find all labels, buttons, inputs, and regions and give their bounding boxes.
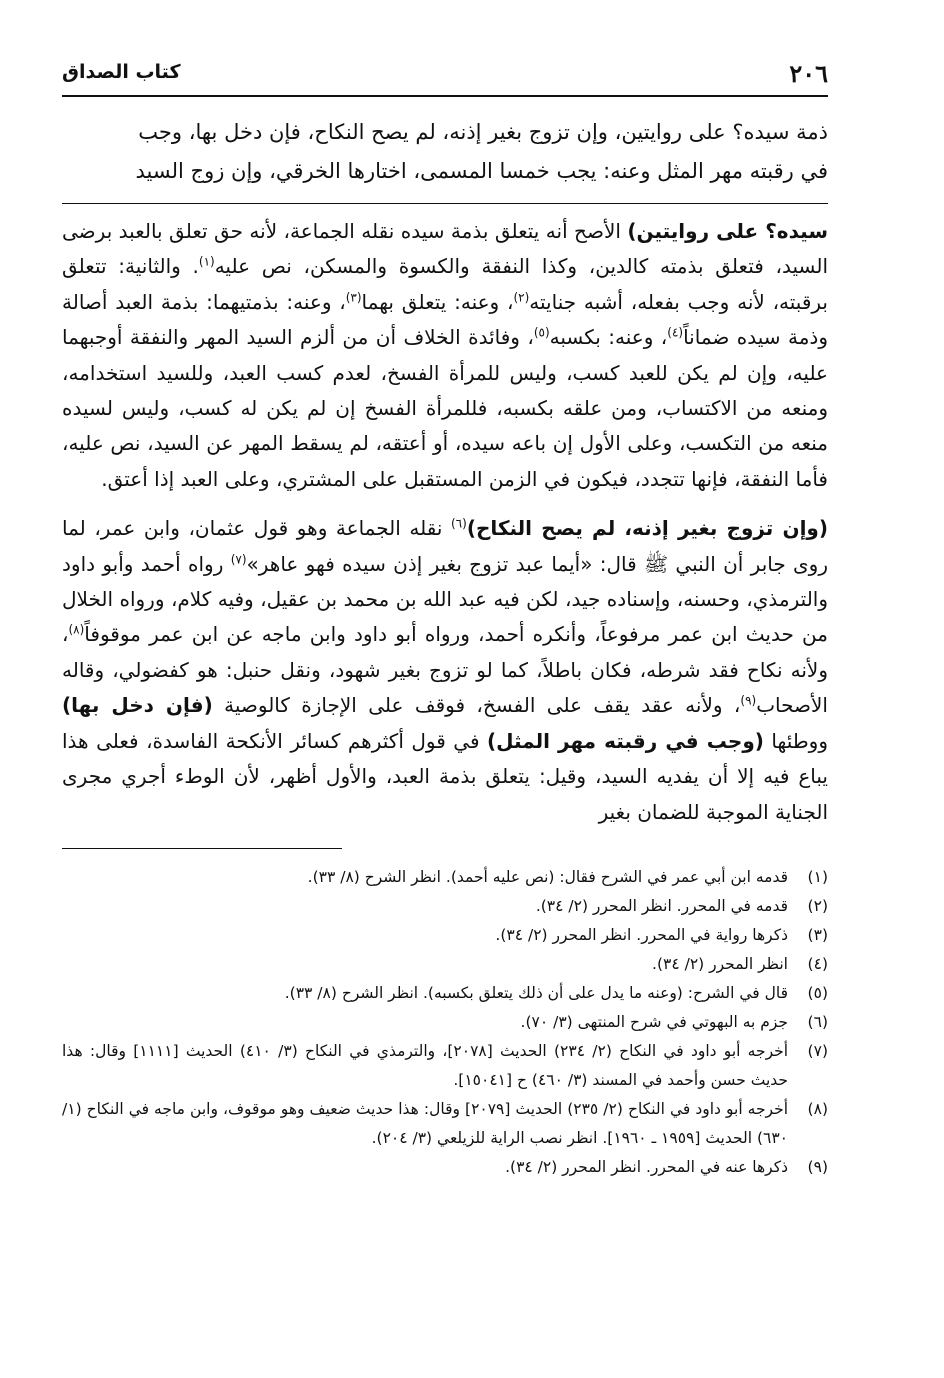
commentary-text: ، وعنه: بكسبه <box>549 325 668 350</box>
footnote-text: قدمه ابن أبي عمر في الشرح فقال: (نص عليه أحمد). انظر الشرح (٨/ ٣٣). <box>307 867 788 886</box>
footnote <box>62 979 828 1008</box>
footnote <box>62 950 828 979</box>
matn-divider <box>62 203 828 204</box>
footnote-ref: (٩) <box>740 693 757 708</box>
quoted-matn: (فإن دخل بها) <box>62 693 213 718</box>
footnote-ref: (٣) <box>345 290 362 305</box>
commentary-text: رواه أحمد وأبو داود والترمذي، وحسنه، وإسناده جيد، لكن فيه عبد الله بن محمد بن عقيل، وفيه كلام، ورواه الخلال من حديث ابن عمر مرفوعاً، وأنكره أحمد، ورواه أبو داود وابن ماجه عن ابن عمر موقوفاً <box>62 551 828 647</box>
footnote <box>62 863 828 892</box>
commentary-text: في قول أكثرهم كسائر الأنكحة الفاسدة، فعلى هذا يباع فيه إلا أن يفديه السيد، وقيل: يتعلق بذمة العبد، والأول أظهر، لأن الوطء أجري مجرى الجناية الموجبة للضمان بغير <box>62 728 828 824</box>
footnote-text: ذكرها عنه في المحرر. انظر المحرر (٢/ ٣٤). <box>505 1157 788 1176</box>
footnote-ref: (٢) <box>513 290 530 305</box>
footnote <box>62 921 828 950</box>
footnote-ref: (٨) <box>68 622 85 637</box>
quoted-matn: سيده؟ على روايتين) <box>627 219 829 243</box>
footnote-number: (٢) <box>807 896 828 915</box>
commentary-text: نقله الجماعة وهو قول عثمان، وابن عمر، لما روى جابر أن النبي ﷺ قال: «أيما عبد تزوج بغير إذن سيده فهو عاهر» <box>62 516 828 576</box>
quoted-matn: (وجب في رقبته مهر المثل) <box>487 728 764 753</box>
footnote <box>62 1153 828 1182</box>
commentary-text: ، وعنه: يتعلق بهما <box>361 289 514 314</box>
footnote-text: انظر المحرر (٢/ ٣٤). <box>652 954 788 973</box>
footnote-divider <box>62 848 342 849</box>
commentary-text: ووطئها <box>763 728 828 753</box>
footnote-ref: (٧) <box>230 552 247 566</box>
page-header <box>62 55 828 97</box>
footnote-text: أخرجه أبو داود في النكاح (٢/ ٢٣٥) الحديث [٢٠٧٩] وقال: هذا حديث ضعيف وهو موقوف، وابن ماجه في النكاح (١/ ٦٣٠) الحديث [١٩٥٩ ـ ١٩٦٠]. انظر نصب الراية للزيلعي (٣/ ٢٠٤). <box>62 1099 788 1147</box>
commentary-text: الأصح أنه يتعلق بذمة سيده نقله الجماعة، لأنه حق تعلق بالعبد برضى السيد، فتعلق بذمته كالدين، وكذا النفقة والكسوة والمسكن، نص عليه <box>62 219 828 279</box>
footnote-text: جزم به البهوتي في شرح المنتهى (٣/ ٧٠). <box>520 1012 788 1031</box>
footnote-number: (٨) <box>807 1099 828 1118</box>
footnote-number: (٧) <box>807 1041 828 1060</box>
footnote-number: (٣) <box>807 925 828 944</box>
footnote-number: (٥) <box>807 983 828 1002</box>
footnote-ref: (٤) <box>667 325 684 340</box>
footnote-text: ذكرها رواية في المحرر. انظر المحرر (٢/ ٣٤). <box>495 925 788 944</box>
matn-line: في رقبته مهر المثل وعنه: يجب خمسا المسمى، اختارها الخرقي، وإن زوج السيد <box>135 159 828 183</box>
quoted-matn: (وإن تزوج بغير إذنه، لم يصح النكاح) <box>466 516 828 541</box>
footnote-text: قال في الشرح: (وعنه ما يدل على أن ذلك يتعلق بكسبه). انظر الشرح (٨/ ٣٣). <box>284 983 788 1002</box>
footnote-number: (٩) <box>807 1157 828 1176</box>
running-title: كتاب الصداق <box>62 61 181 83</box>
footnote-number: (٤) <box>807 954 828 973</box>
commentary-text: . والثانية: تتعلق برقبته، لأنه وجب بفعله، أشبه جنايته <box>62 254 828 314</box>
commentary-paragraph-1 <box>62 214 828 497</box>
footnote-ref: (٦) <box>450 516 467 531</box>
footnote <box>62 892 828 921</box>
commentary-text: ، وعنه: بذمتيهما: بذمة العبد أصالة وذمة سيده ضماناً <box>62 289 828 350</box>
footnote <box>62 1095 828 1153</box>
book-page <box>62 55 828 1182</box>
footnote-number: (١) <box>807 867 828 886</box>
commentary-paragraph-2 <box>62 511 828 830</box>
page-number: ٢٠٦ <box>789 59 828 88</box>
footnotes <box>62 863 828 1182</box>
footnote <box>62 1037 828 1095</box>
commentary-text: ، وفائدة الخلاف أن من ألزم السيد المهر والنفقة أوجبهما عليه، وإن لم يكن للعبد كسب، وليس للمرأة الفسخ، لعدم كسب العبد، وللسيد استخدامه، ومنعه من الاكتساب، ومن علقه بكسبه، فللمرأة الفسخ إن لم يكن له كسب، وليس لسيده منعه من التكسب، وعلى الأول إن باعه سيده، أو أعتقه، لم يسقط المهر عن السيد، نص عليه، فأما النفقة، فإنها تتجدد، فيكون في الزمن المستقبل على المشتري، وعلى العبد إذا أعتق. <box>62 325 828 491</box>
footnote-text: قدمه في المحرر. انظر المحرر (٢/ ٣٤). <box>535 896 788 915</box>
matn-line: ذمة سيده؟ على روايتين، وإن تزوج بغير إذنه، لم يصح النكاح، فإن دخل بها، وجب <box>138 120 828 144</box>
footnote <box>62 1008 828 1037</box>
footnote-ref: (٥) <box>533 325 550 340</box>
footnote-number: (٦) <box>807 1012 828 1031</box>
commentary-text: ، ولأنه عقد يقف على الفسخ، فوقف على الإجازة كالوصية <box>212 693 741 718</box>
matn-text <box>62 107 828 191</box>
footnote-text: أخرجه أبو داود في النكاح (٢/ ٢٣٤) الحديث [٢٠٧٨]، والترمذي في النكاح (٣/ ٤١٠) الحديث [١١١١] وقال: هذا حديث حسن وأحمد في المسند (٣/ ٤٦٠) ح [١٥٠٤١]. <box>62 1041 789 1089</box>
commentary-text: ، ولأنه نكاح فقد شرطه، فكان باطلاً، كما لو تزوج بغير شهود، ونقل حنبل: هو كفضولي، وقاله الأصحاب <box>62 622 828 718</box>
footnote-ref: (١) <box>198 254 215 269</box>
